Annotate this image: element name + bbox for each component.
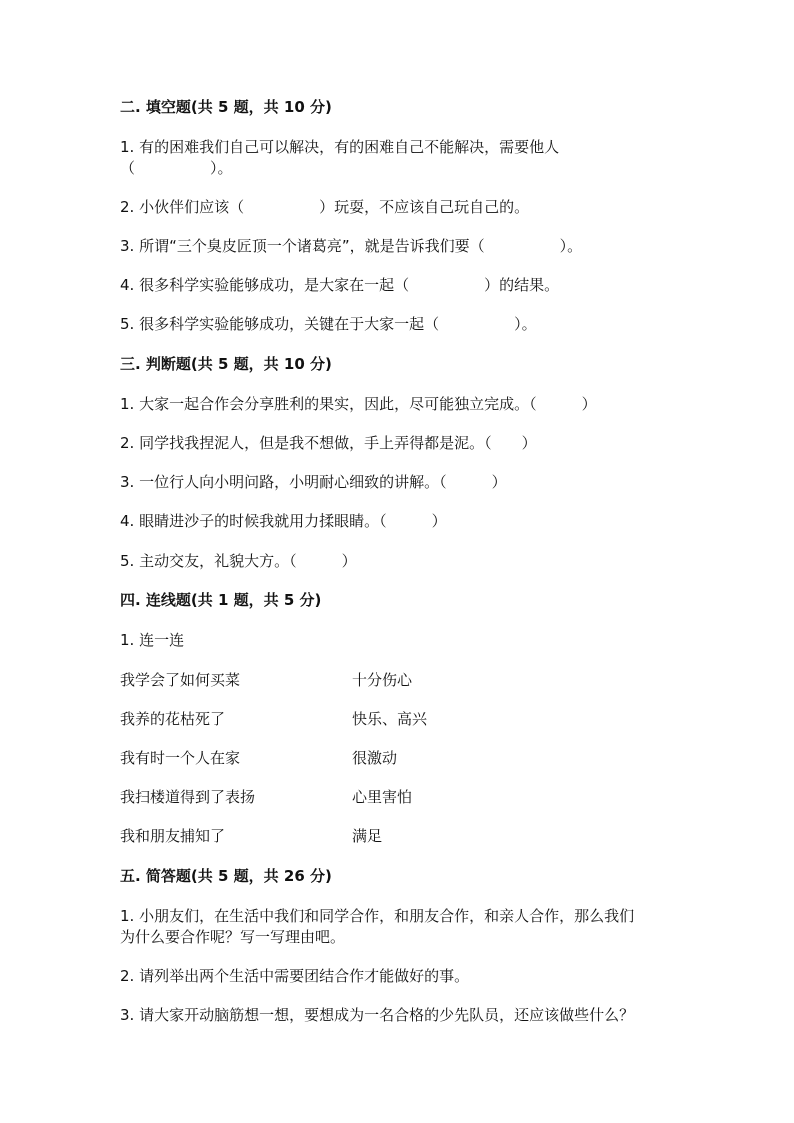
section-heading-true-false: 三. 判断题(共 5 题，共 10 分) — [120, 355, 332, 373]
question-text: 1. 大家一起合作会分享胜利的果实，因此，尽可能独立完成。（ ） — [120, 395, 597, 413]
question-text: 3. 请大家开动脑筋想一想，要想成为一名合格的少先队员，还应该做些什么？ — [120, 1006, 635, 1024]
section-heading-fill-blank: 二. 填空题(共 5 题，共 10 分) — [120, 98, 332, 116]
match-right-item: 很激动 — [352, 749, 398, 767]
question-text: 2. 请列举出两个生活中需要团结合作才能做好的事。 — [120, 967, 470, 985]
question-text: 3. 一位行人向小明问路，小明耐心细致的讲解。（ ） — [120, 473, 507, 491]
question-text: 为什么要合作呢？写一写理由吧。 — [120, 928, 346, 946]
question-text: 1. 有的困难我们自己可以解决，有的困难自己不能解决，需要他人 — [120, 138, 560, 156]
question-text: 4. 眼睛进沙子的时候我就用力揉眼睛。（ ） — [120, 512, 447, 530]
match-left-item: 我有时一个人在家 — [120, 749, 241, 767]
question-text: （ ）。 — [120, 159, 233, 177]
match-left-item: 我和朋友捕知了 — [120, 827, 226, 845]
match-left-item: 我扫楼道得到了表扬 — [120, 788, 256, 806]
question-text: 5. 主动交友，礼貌大方。（ ） — [120, 552, 357, 570]
match-right-item: 满足 — [352, 827, 383, 845]
match-right-item: 快乐、高兴 — [352, 710, 428, 728]
question-text: 3. 所谓“三个臭皮匠顶一个诸葛亮”，就是告诉我们要（ ）。 — [120, 237, 583, 255]
question-text: 1. 小朋友们，在生活中我们和同学合作，和朋友合作，和亲人合作，那么我们 — [120, 907, 635, 925]
match-right-item: 十分伤心 — [352, 671, 413, 689]
question-text: 5. 很多科学实验能够成功，关键在于大家一起（ ）。 — [120, 315, 537, 333]
match-left-item: 我学会了如何买菜 — [120, 671, 241, 689]
section-heading-matching: 四. 连线题(共 1 题，共 5 分) — [120, 591, 322, 609]
question-text: 2. 小伙伴们应该（ ）玩耍，不应该自己玩自己的。 — [120, 198, 530, 216]
match-right-item: 心里害怕 — [352, 788, 413, 806]
match-left-item: 我养的花枯死了 — [120, 710, 226, 728]
question-text: 2. 同学找我捏泥人，但是我不想做，手上弄得都是泥。（ ） — [120, 434, 537, 452]
question-text: 4. 很多科学实验能够成功，是大家在一起（ ）的结果。 — [120, 276, 560, 294]
question-text: 1. 连一连 — [120, 631, 185, 649]
section-heading-short-answer: 五. 简答题(共 5 题，共 26 分) — [120, 867, 332, 885]
